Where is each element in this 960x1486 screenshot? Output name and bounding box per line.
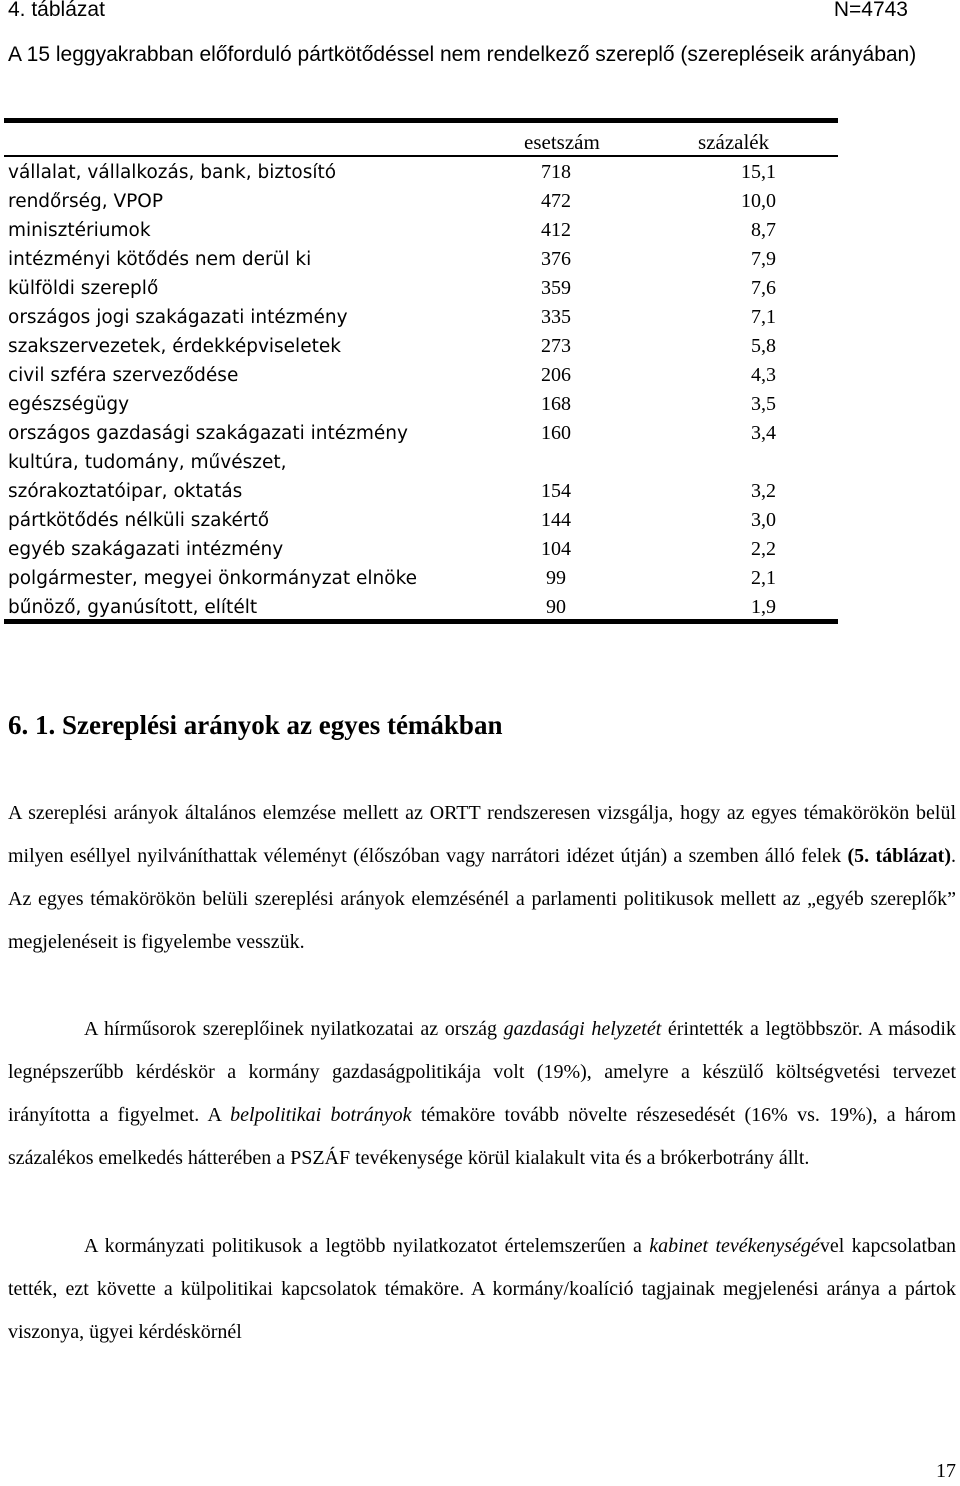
paragraph-2 <box>8 1008 956 1180</box>
row-count: 160 <box>541 422 571 444</box>
row-label: egyéb szakágazati intézmény <box>8 539 284 560</box>
table-header-row <box>8 0 908 24</box>
paragraph-2-text-c: témaköre tovább növelte részesedését (16% vs. 19%), a három százalékos emelkedés hátterében a PSZÁF tevékenysége körül kialakult vita és a brókerbotrány állt. <box>8 1104 956 1169</box>
row-count: 154 <box>541 480 571 502</box>
row-count: 144 <box>541 509 571 531</box>
table-top-rule <box>4 118 838 123</box>
row-percent: 3,5 <box>751 393 776 415</box>
paragraph-2-emphasis-a: gazdasági helyzetét <box>503 1018 662 1040</box>
row-percent: 7,1 <box>751 306 776 328</box>
row-label: külföldi szereplő <box>8 278 159 299</box>
row-count: 376 <box>541 248 571 270</box>
paragraph-3-text-b: vel kapcsolatban tették, ezt követte a külpolitikai kapcsolatok témaköre. A kormány/koalíció tagjainak megjelenési aránya a pártok viszonya, ügyei kérdéskörnél <box>8 1235 956 1343</box>
row-label: egészségügy <box>8 394 130 415</box>
paragraph-2-text-a: A hírműsorok szereplőinek nyilatkozatai az ország <box>84 1018 504 1040</box>
row-percent: 2,1 <box>751 567 776 589</box>
row-count: 99 <box>546 567 566 589</box>
paragraph-1-text-a: A szereplési arányok általános elemzése mellett az ORTT rendszeresen vizsgálja, hogy az egyes témakörökön belül milyen eséllyel nyilváníthattak véleményt (élőszóban vagy narrátori idézet útján) a szemben álló felek <box>8 802 956 867</box>
paragraph-3 <box>8 1225 956 1354</box>
row-percent: 10,0 <box>741 190 776 212</box>
sample-size: N=4743 <box>833 0 908 21</box>
row-percent: 15,1 <box>741 161 776 183</box>
row-percent: 5,8 <box>751 335 776 357</box>
row-percent: 7,6 <box>751 277 776 299</box>
row-count: 206 <box>541 364 571 386</box>
row-count: 718 <box>541 161 571 183</box>
row-percent: 1,9 <box>751 596 776 618</box>
row-count: 273 <box>541 335 571 357</box>
page-number: 17 <box>936 1460 956 1482</box>
table-bottom-rule <box>4 619 838 624</box>
row-label: bűnöző, gyanúsított, elítélt <box>8 597 258 618</box>
row-label: országos jogi szakágazati intézmény <box>8 307 348 328</box>
row-count: 104 <box>541 538 571 560</box>
row-count: 359 <box>541 277 571 299</box>
row-percent: 8,7 <box>751 219 776 241</box>
row-percent: 3,0 <box>751 509 776 531</box>
table-label: 4. táblázat <box>8 0 105 21</box>
paragraph-2-text-b: érintették a legtöbbször. A második legnépszerűbb kérdéskör a kormány gazdaságpolitikája volt (19%), amelyre a készülő költségvetési tervezet irányította a figyelmet. A <box>8 1018 956 1126</box>
row-label: kultúra, tudomány, művészet, <box>8 452 287 473</box>
row-percent: 3,4 <box>751 422 776 444</box>
row-label: minisztériumok <box>8 220 151 241</box>
paragraph-3-emphasis-a: kabinet tevékenységé <box>649 1235 820 1257</box>
row-count: 335 <box>541 306 571 328</box>
row-label: vállalat, vállalkozás, bank, biztosító <box>8 162 337 183</box>
row-percent: 4,3 <box>751 364 776 386</box>
row-count: 472 <box>541 190 571 212</box>
paragraph-1 <box>8 792 956 964</box>
row-label: szakszervezetek, érdekképviseletek <box>8 336 341 357</box>
row-label: civil szféra szerveződése <box>8 365 239 386</box>
table-reference: (5. táblázat) <box>847 845 951 867</box>
row-label: pártkötődés nélküli szakértő <box>8 510 270 531</box>
row-count: 168 <box>541 393 571 415</box>
row-label: országos gazdasági szakágazati intézmény <box>8 423 408 444</box>
row-percent: 2,2 <box>751 538 776 560</box>
row-label: szórakoztatóipar, oktatás <box>8 481 243 502</box>
row-percent: 7,9 <box>751 248 776 270</box>
paragraph-3-text-a: A kormányzati politikusok a legtöbb nyilatkozatot értelemszerűen a <box>84 1235 650 1257</box>
row-label: rendőrség, VPOP <box>8 191 164 212</box>
paragraph-1-text-b: . Az egyes témakörökön belüli szereplési arányok elemzésénél a parlamenti politikusok mellett az „egyéb szereplők” megjelenéseit is figyelembe vesszük. <box>8 845 956 953</box>
column-header-count: esetszám <box>524 130 600 154</box>
row-percent: 3,2 <box>751 480 776 502</box>
header-rule <box>4 155 838 157</box>
section-title: 6. 1. Szereplési arányok az egyes témákban <box>8 710 503 740</box>
row-label: intézményi kötődés nem derül ki <box>8 249 312 270</box>
table-caption: A 15 leggyakrabban előforduló pártkötődéssel nem rendelkező szereplő (szerepléseik arányában) <box>8 43 917 66</box>
column-header-percent: százalék <box>698 130 770 154</box>
paragraph-2-emphasis-b: belpolitikai botrányok <box>230 1104 412 1126</box>
row-label: polgármester, megyei önkormányzat elnöke <box>8 568 418 589</box>
row-count: 90 <box>546 596 566 618</box>
row-count: 412 <box>541 219 571 241</box>
